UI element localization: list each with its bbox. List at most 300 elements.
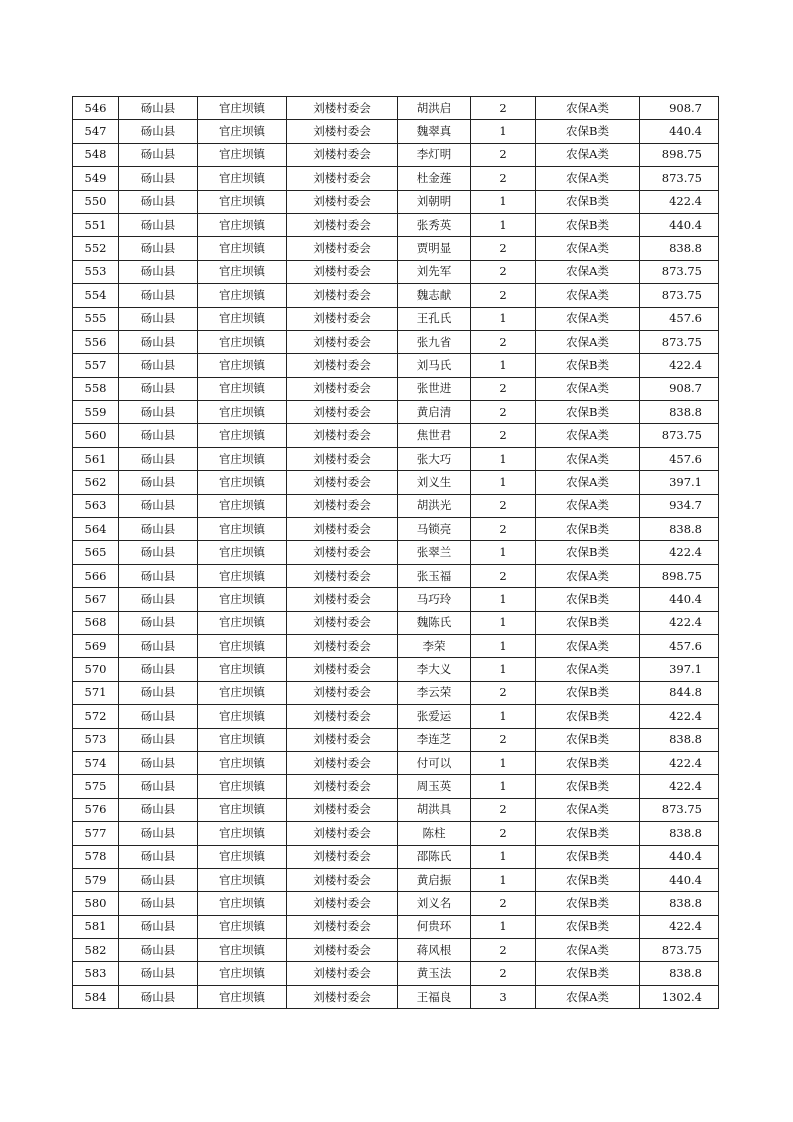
household-count-cell: 1 <box>471 471 536 494</box>
household-count-cell: 1 <box>471 658 536 681</box>
person-name-cell: 黄启清 <box>398 401 471 424</box>
amount-cell: 457.6 <box>640 634 719 657</box>
insurance-category-cell: 农保B类 <box>536 120 640 143</box>
person-name-cell: 黄启振 <box>398 868 471 891</box>
row-number-cell: 563 <box>73 494 119 517</box>
amount-cell: 898.75 <box>640 564 719 587</box>
table-row <box>73 401 719 424</box>
county-cell: 砀山县 <box>119 330 198 353</box>
village-committee-cell: 刘楼村委会 <box>287 892 398 915</box>
row-number-cell: 577 <box>73 822 119 845</box>
amount-cell: 397.1 <box>640 471 719 494</box>
town-cell: 官庄坝镇 <box>198 822 287 845</box>
row-number-cell: 565 <box>73 541 119 564</box>
amount-cell: 440.4 <box>640 588 719 611</box>
insurance-category-cell: 农保B类 <box>536 681 640 704</box>
amount-cell: 838.8 <box>640 822 719 845</box>
person-name-cell: 魏陈氏 <box>398 611 471 634</box>
row-number-cell: 566 <box>73 564 119 587</box>
person-name-cell: 王福良 <box>398 985 471 1008</box>
row-number-cell: 578 <box>73 845 119 868</box>
table-row <box>73 658 719 681</box>
amount-cell: 422.4 <box>640 775 719 798</box>
household-count-cell: 2 <box>471 237 536 260</box>
county-cell: 砀山县 <box>119 143 198 166</box>
household-count-cell: 2 <box>471 822 536 845</box>
amount-cell: 457.6 <box>640 307 719 330</box>
town-cell: 官庄坝镇 <box>198 237 287 260</box>
person-name-cell: 胡洪具 <box>398 798 471 821</box>
village-committee-cell: 刘楼村委会 <box>287 939 398 962</box>
row-number-cell: 564 <box>73 518 119 541</box>
record-table <box>72 96 719 1009</box>
town-cell: 官庄坝镇 <box>198 307 287 330</box>
county-cell: 砀山县 <box>119 237 198 260</box>
table-row <box>73 284 719 307</box>
amount-cell: 838.8 <box>640 401 719 424</box>
row-number-cell: 548 <box>73 143 119 166</box>
insurance-category-cell: 农保B类 <box>536 775 640 798</box>
table-row <box>73 354 719 377</box>
household-count-cell: 2 <box>471 798 536 821</box>
town-cell: 官庄坝镇 <box>198 213 287 236</box>
amount-cell: 422.4 <box>640 354 719 377</box>
county-cell: 砀山县 <box>119 190 198 213</box>
insurance-category-cell: 农保B类 <box>536 962 640 985</box>
table-row <box>73 681 719 704</box>
person-name-cell: 张世进 <box>398 377 471 400</box>
county-cell: 砀山县 <box>119 307 198 330</box>
row-number-cell: 557 <box>73 354 119 377</box>
village-committee-cell: 刘楼村委会 <box>287 634 398 657</box>
row-number-cell: 582 <box>73 939 119 962</box>
person-name-cell: 邵陈氏 <box>398 845 471 868</box>
table-row <box>73 705 719 728</box>
table-row <box>73 892 719 915</box>
county-cell: 砀山县 <box>119 728 198 751</box>
county-cell: 砀山县 <box>119 564 198 587</box>
amount-cell: 422.4 <box>640 751 719 774</box>
village-committee-cell: 刘楼村委会 <box>287 190 398 213</box>
village-committee-cell: 刘楼村委会 <box>287 307 398 330</box>
village-committee-cell: 刘楼村委会 <box>287 611 398 634</box>
row-number-cell: 567 <box>73 588 119 611</box>
insurance-category-cell: 农保B类 <box>536 705 640 728</box>
person-name-cell: 张爱运 <box>398 705 471 728</box>
village-committee-cell: 刘楼村委会 <box>287 985 398 1008</box>
person-name-cell: 何贵环 <box>398 915 471 938</box>
town-cell: 官庄坝镇 <box>198 728 287 751</box>
town-cell: 官庄坝镇 <box>198 424 287 447</box>
insurance-category-cell: 农保B类 <box>536 751 640 774</box>
insurance-category-cell: 农保B类 <box>536 541 640 564</box>
insurance-category-cell: 农保A类 <box>536 939 640 962</box>
town-cell: 官庄坝镇 <box>198 471 287 494</box>
insurance-category-cell: 农保B类 <box>536 892 640 915</box>
village-committee-cell: 刘楼村委会 <box>287 681 398 704</box>
village-committee-cell: 刘楼村委会 <box>287 541 398 564</box>
village-committee-cell: 刘楼村委会 <box>287 447 398 470</box>
village-committee-cell: 刘楼村委会 <box>287 962 398 985</box>
insurance-category-cell: 农保A类 <box>536 471 640 494</box>
row-number-cell: 550 <box>73 190 119 213</box>
county-cell: 砀山县 <box>119 915 198 938</box>
table-row <box>73 447 719 470</box>
town-cell: 官庄坝镇 <box>198 354 287 377</box>
person-name-cell: 蒋风根 <box>398 939 471 962</box>
table-row <box>73 167 719 190</box>
insurance-category-cell: 农保A类 <box>536 237 640 260</box>
town-cell: 官庄坝镇 <box>198 167 287 190</box>
county-cell: 砀山县 <box>119 354 198 377</box>
amount-cell: 838.8 <box>640 237 719 260</box>
insurance-category-cell: 农保A类 <box>536 985 640 1008</box>
table-row <box>73 985 719 1008</box>
amount-cell: 898.75 <box>640 143 719 166</box>
insurance-category-cell: 农保B类 <box>536 868 640 891</box>
amount-cell: 838.8 <box>640 728 719 751</box>
row-number-cell: 569 <box>73 634 119 657</box>
insurance-category-cell: 农保A类 <box>536 143 640 166</box>
amount-cell: 1302.4 <box>640 985 719 1008</box>
row-number-cell: 583 <box>73 962 119 985</box>
county-cell: 砀山县 <box>119 377 198 400</box>
row-number-cell: 568 <box>73 611 119 634</box>
row-number-cell: 556 <box>73 330 119 353</box>
insurance-category-cell: 农保B类 <box>536 822 640 845</box>
household-count-cell: 2 <box>471 97 536 120</box>
village-committee-cell: 刘楼村委会 <box>287 494 398 517</box>
town-cell: 官庄坝镇 <box>198 681 287 704</box>
row-number-cell: 571 <box>73 681 119 704</box>
village-committee-cell: 刘楼村委会 <box>287 775 398 798</box>
village-committee-cell: 刘楼村委会 <box>287 518 398 541</box>
amount-cell: 440.4 <box>640 845 719 868</box>
household-count-cell: 1 <box>471 213 536 236</box>
household-count-cell: 2 <box>471 564 536 587</box>
county-cell: 砀山县 <box>119 681 198 704</box>
county-cell: 砀山县 <box>119 845 198 868</box>
amount-cell: 873.75 <box>640 260 719 283</box>
county-cell: 砀山县 <box>119 494 198 517</box>
town-cell: 官庄坝镇 <box>198 868 287 891</box>
insurance-category-cell: 农保A类 <box>536 307 640 330</box>
table-row <box>73 751 719 774</box>
table-row <box>73 939 719 962</box>
town-cell: 官庄坝镇 <box>198 985 287 1008</box>
insurance-category-cell: 农保A类 <box>536 284 640 307</box>
table-row <box>73 822 719 845</box>
table-row <box>73 97 719 120</box>
person-name-cell: 魏志献 <box>398 284 471 307</box>
row-number-cell: 551 <box>73 213 119 236</box>
household-count-cell: 2 <box>471 494 536 517</box>
town-cell: 官庄坝镇 <box>198 190 287 213</box>
county-cell: 砀山县 <box>119 167 198 190</box>
table-row <box>73 260 719 283</box>
village-committee-cell: 刘楼村委会 <box>287 237 398 260</box>
household-count-cell: 1 <box>471 634 536 657</box>
amount-cell: 440.4 <box>640 120 719 143</box>
person-name-cell: 李灯明 <box>398 143 471 166</box>
household-count-cell: 2 <box>471 167 536 190</box>
town-cell: 官庄坝镇 <box>198 751 287 774</box>
town-cell: 官庄坝镇 <box>198 705 287 728</box>
town-cell: 官庄坝镇 <box>198 518 287 541</box>
table-row <box>73 424 719 447</box>
village-committee-cell: 刘楼村委会 <box>287 728 398 751</box>
table-row <box>73 213 719 236</box>
county-cell: 砀山县 <box>119 471 198 494</box>
town-cell: 官庄坝镇 <box>198 658 287 681</box>
household-count-cell: 2 <box>471 377 536 400</box>
household-count-cell: 2 <box>471 424 536 447</box>
county-cell: 砀山县 <box>119 798 198 821</box>
household-count-cell: 1 <box>471 845 536 868</box>
person-name-cell: 王孔氏 <box>398 307 471 330</box>
amount-cell: 873.75 <box>640 284 719 307</box>
household-count-cell: 1 <box>471 751 536 774</box>
amount-cell: 422.4 <box>640 915 719 938</box>
insurance-category-cell: 农保A类 <box>536 798 640 821</box>
person-name-cell: 张秀英 <box>398 213 471 236</box>
town-cell: 官庄坝镇 <box>198 845 287 868</box>
table-row <box>73 775 719 798</box>
county-cell: 砀山县 <box>119 985 198 1008</box>
household-count-cell: 2 <box>471 260 536 283</box>
amount-cell: 457.6 <box>640 447 719 470</box>
household-count-cell: 2 <box>471 962 536 985</box>
row-number-cell: 552 <box>73 237 119 260</box>
county-cell: 砀山县 <box>119 705 198 728</box>
row-number-cell: 547 <box>73 120 119 143</box>
person-name-cell: 马锁亮 <box>398 518 471 541</box>
village-committee-cell: 刘楼村委会 <box>287 915 398 938</box>
insurance-category-cell: 农保A类 <box>536 564 640 587</box>
county-cell: 砀山县 <box>119 822 198 845</box>
household-count-cell: 2 <box>471 330 536 353</box>
town-cell: 官庄坝镇 <box>198 775 287 798</box>
person-name-cell: 周玉英 <box>398 775 471 798</box>
insurance-category-cell: 农保B类 <box>536 588 640 611</box>
county-cell: 砀山县 <box>119 447 198 470</box>
town-cell: 官庄坝镇 <box>198 377 287 400</box>
insurance-category-cell: 农保B类 <box>536 915 640 938</box>
insurance-category-cell: 农保A类 <box>536 494 640 517</box>
town-cell: 官庄坝镇 <box>198 284 287 307</box>
household-count-cell: 2 <box>471 939 536 962</box>
insurance-category-cell: 农保A类 <box>536 330 640 353</box>
amount-cell: 844.8 <box>640 681 719 704</box>
table-row <box>73 190 719 213</box>
table-row <box>73 728 719 751</box>
town-cell: 官庄坝镇 <box>198 143 287 166</box>
table-row <box>73 798 719 821</box>
village-committee-cell: 刘楼村委会 <box>287 167 398 190</box>
town-cell: 官庄坝镇 <box>198 401 287 424</box>
row-number-cell: 558 <box>73 377 119 400</box>
county-cell: 砀山县 <box>119 97 198 120</box>
town-cell: 官庄坝镇 <box>198 611 287 634</box>
amount-cell: 873.75 <box>640 424 719 447</box>
table-row <box>73 611 719 634</box>
row-number-cell: 570 <box>73 658 119 681</box>
county-cell: 砀山县 <box>119 401 198 424</box>
row-number-cell: 574 <box>73 751 119 774</box>
village-committee-cell: 刘楼村委会 <box>287 284 398 307</box>
person-name-cell: 刘朝明 <box>398 190 471 213</box>
village-committee-cell: 刘楼村委会 <box>287 564 398 587</box>
amount-cell: 440.4 <box>640 213 719 236</box>
row-number-cell: 555 <box>73 307 119 330</box>
county-cell: 砀山县 <box>119 260 198 283</box>
row-number-cell: 561 <box>73 447 119 470</box>
village-committee-cell: 刘楼村委会 <box>287 213 398 236</box>
town-cell: 官庄坝镇 <box>198 494 287 517</box>
person-name-cell: 李大义 <box>398 658 471 681</box>
table-row <box>73 868 719 891</box>
household-count-cell: 1 <box>471 775 536 798</box>
county-cell: 砀山县 <box>119 775 198 798</box>
row-number-cell: 572 <box>73 705 119 728</box>
amount-cell: 440.4 <box>640 868 719 891</box>
table-row <box>73 494 719 517</box>
table-row <box>73 564 719 587</box>
insurance-category-cell: 农保B类 <box>536 845 640 868</box>
amount-cell: 838.8 <box>640 962 719 985</box>
village-committee-cell: 刘楼村委会 <box>287 97 398 120</box>
town-cell: 官庄坝镇 <box>198 120 287 143</box>
table-row <box>73 588 719 611</box>
person-name-cell: 李荣 <box>398 634 471 657</box>
household-count-cell: 1 <box>471 541 536 564</box>
household-count-cell: 2 <box>471 892 536 915</box>
table-body <box>73 97 719 1009</box>
table-row <box>73 915 719 938</box>
insurance-category-cell: 农保A类 <box>536 97 640 120</box>
row-number-cell: 580 <box>73 892 119 915</box>
insurance-category-cell: 农保A类 <box>536 424 640 447</box>
insurance-category-cell: 农保A类 <box>536 167 640 190</box>
village-committee-cell: 刘楼村委会 <box>287 354 398 377</box>
person-name-cell: 张九省 <box>398 330 471 353</box>
household-count-cell: 1 <box>471 307 536 330</box>
town-cell: 官庄坝镇 <box>198 798 287 821</box>
table-row <box>73 330 719 353</box>
amount-cell: 873.75 <box>640 167 719 190</box>
town-cell: 官庄坝镇 <box>198 962 287 985</box>
table-row <box>73 377 719 400</box>
town-cell: 官庄坝镇 <box>198 939 287 962</box>
village-committee-cell: 刘楼村委会 <box>287 822 398 845</box>
village-committee-cell: 刘楼村委会 <box>287 588 398 611</box>
person-name-cell: 张玉福 <box>398 564 471 587</box>
county-cell: 砀山县 <box>119 518 198 541</box>
person-name-cell: 陈柱 <box>398 822 471 845</box>
table-row <box>73 471 719 494</box>
person-name-cell: 黄玉法 <box>398 962 471 985</box>
household-count-cell: 2 <box>471 681 536 704</box>
town-cell: 官庄坝镇 <box>198 915 287 938</box>
town-cell: 官庄坝镇 <box>198 892 287 915</box>
village-committee-cell: 刘楼村委会 <box>287 751 398 774</box>
person-name-cell: 刘义名 <box>398 892 471 915</box>
county-cell: 砀山县 <box>119 868 198 891</box>
county-cell: 砀山县 <box>119 213 198 236</box>
household-count-cell: 2 <box>471 401 536 424</box>
county-cell: 砀山县 <box>119 892 198 915</box>
table-row <box>73 845 719 868</box>
household-count-cell: 1 <box>471 588 536 611</box>
row-number-cell: 575 <box>73 775 119 798</box>
county-cell: 砀山县 <box>119 284 198 307</box>
amount-cell: 873.75 <box>640 798 719 821</box>
insurance-category-cell: 农保B类 <box>536 728 640 751</box>
town-cell: 官庄坝镇 <box>198 541 287 564</box>
insurance-category-cell: 农保A类 <box>536 634 640 657</box>
table-row <box>73 634 719 657</box>
town-cell: 官庄坝镇 <box>198 634 287 657</box>
insurance-category-cell: 农保B类 <box>536 518 640 541</box>
row-number-cell: 554 <box>73 284 119 307</box>
insurance-category-cell: 农保A类 <box>536 447 640 470</box>
table-row <box>73 307 719 330</box>
town-cell: 官庄坝镇 <box>198 330 287 353</box>
amount-cell: 422.4 <box>640 190 719 213</box>
person-name-cell: 胡洪光 <box>398 494 471 517</box>
person-name-cell: 马巧玲 <box>398 588 471 611</box>
insurance-category-cell: 农保A类 <box>536 260 640 283</box>
amount-cell: 838.8 <box>640 518 719 541</box>
amount-cell: 422.4 <box>640 705 719 728</box>
insurance-category-cell: 农保B类 <box>536 401 640 424</box>
household-count-cell: 1 <box>471 190 536 213</box>
row-number-cell: 584 <box>73 985 119 1008</box>
household-count-cell: 1 <box>471 354 536 377</box>
insurance-category-cell: 农保B类 <box>536 354 640 377</box>
row-number-cell: 562 <box>73 471 119 494</box>
person-name-cell: 魏翠真 <box>398 120 471 143</box>
person-name-cell: 刘先军 <box>398 260 471 283</box>
table-row <box>73 120 719 143</box>
amount-cell: 934.7 <box>640 494 719 517</box>
row-number-cell: 581 <box>73 915 119 938</box>
table-row <box>73 143 719 166</box>
person-name-cell: 刘马氏 <box>398 354 471 377</box>
village-committee-cell: 刘楼村委会 <box>287 845 398 868</box>
row-number-cell: 573 <box>73 728 119 751</box>
row-number-cell: 576 <box>73 798 119 821</box>
town-cell: 官庄坝镇 <box>198 260 287 283</box>
county-cell: 砀山县 <box>119 424 198 447</box>
insurance-category-cell: 农保B类 <box>536 611 640 634</box>
person-name-cell: 张翠兰 <box>398 541 471 564</box>
county-cell: 砀山县 <box>119 751 198 774</box>
person-name-cell: 付可以 <box>398 751 471 774</box>
village-committee-cell: 刘楼村委会 <box>287 705 398 728</box>
person-name-cell: 刘义生 <box>398 471 471 494</box>
town-cell: 官庄坝镇 <box>198 447 287 470</box>
amount-cell: 397.1 <box>640 658 719 681</box>
village-committee-cell: 刘楼村委会 <box>287 143 398 166</box>
county-cell: 砀山县 <box>119 939 198 962</box>
person-name-cell: 李云荣 <box>398 681 471 704</box>
row-number-cell: 560 <box>73 424 119 447</box>
county-cell: 砀山县 <box>119 588 198 611</box>
household-count-cell: 1 <box>471 611 536 634</box>
village-committee-cell: 刘楼村委会 <box>287 471 398 494</box>
insurance-category-cell: 农保B类 <box>536 213 640 236</box>
